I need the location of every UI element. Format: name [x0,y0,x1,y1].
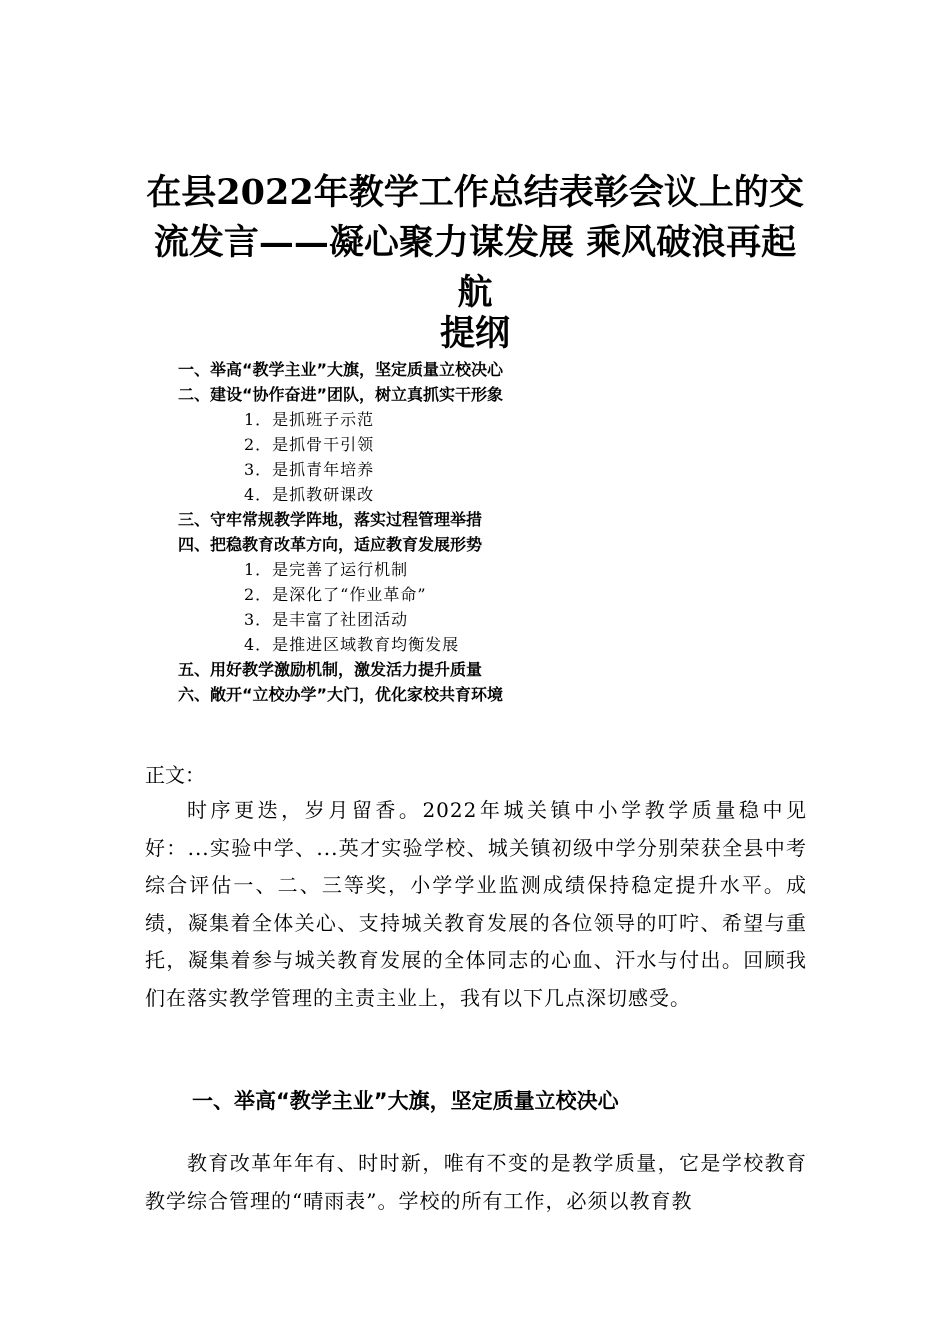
outline-sub-2-3: 3．是抓青年培养 [244,460,375,479]
outline-sub-4-4: 4．是推进区域教育均衡发展 [244,635,460,654]
outline-sub-2-1: 1．是抓班子示范 [244,410,375,429]
outline-item-5: 五、用好教学激励机制，激发活力提升质量 [178,660,483,679]
outline-item-4: 四、把稳教育改革方向，适应教育发展形势 [178,535,483,554]
body-label: 正文： [145,763,205,787]
section-heading-1: 一、举高“教学主业”大旗，坚定质量立校决心 [192,1089,619,1113]
outline-sub-4-3: 3．是丰富了社团活动 [244,610,409,629]
body-paragraph-2: 教育改革年年有、时时新，唯有不变的是教学质量，它是学校教育教学综合管理的“晴雨表”。学校的所有工作，必须以教育教 [145,1151,807,1213]
outline-item-3: 三、守牢常规教学阵地，落实过程管理举措 [178,510,483,529]
title-line-1: 在县2022年教学工作总结表彰会议上的交 [146,172,804,213]
body-paragraph-1: 时序更迭，岁月留香。2022年城关镇中小学教学质量稳中见好：...实验中学、...英才实验学校、城关镇初级中学分别荣获全县中考综合评估一、二、三等奖，小学学业监测成绩保持稳定提升水平。成绩，凝集着全体关心、支持城关教育发展的各位领导的叮咛、希望与重托，凝集着参与城关教育发展的全体同志的心血、汗水与付出。回顾我们在落实教学管理的主责主业上，我有以下几点深切感受。 [145,798,807,1010]
outline-sub-4-1: 1．是完善了运行机制 [244,560,409,579]
outline-sub-4-2: 2．是深化了“作业革命” [244,585,427,604]
outline-item-2: 二、建设“协作奋进”团队，树立真抓实干形象 [178,385,504,404]
outline-sub-2-2: 2．是抓骨干引领 [244,435,375,454]
outline-item-6: 六、敞开“立校办学”大门，优化家校共育环境 [178,685,504,704]
document-title [140,168,810,318]
outline-item-1: 一、举高“教学主业”大旗，坚定质量立校决心 [178,360,504,379]
outline-sub-2-4: 4．是抓教研课改 [244,485,375,504]
title-line-3: 航 [457,272,493,313]
outline-list [178,357,818,707]
outline-heading: 提纲 [439,313,510,354]
title-line-2: 流发言——凝心聚力谋发展 乘风破浪再起 [153,222,797,263]
